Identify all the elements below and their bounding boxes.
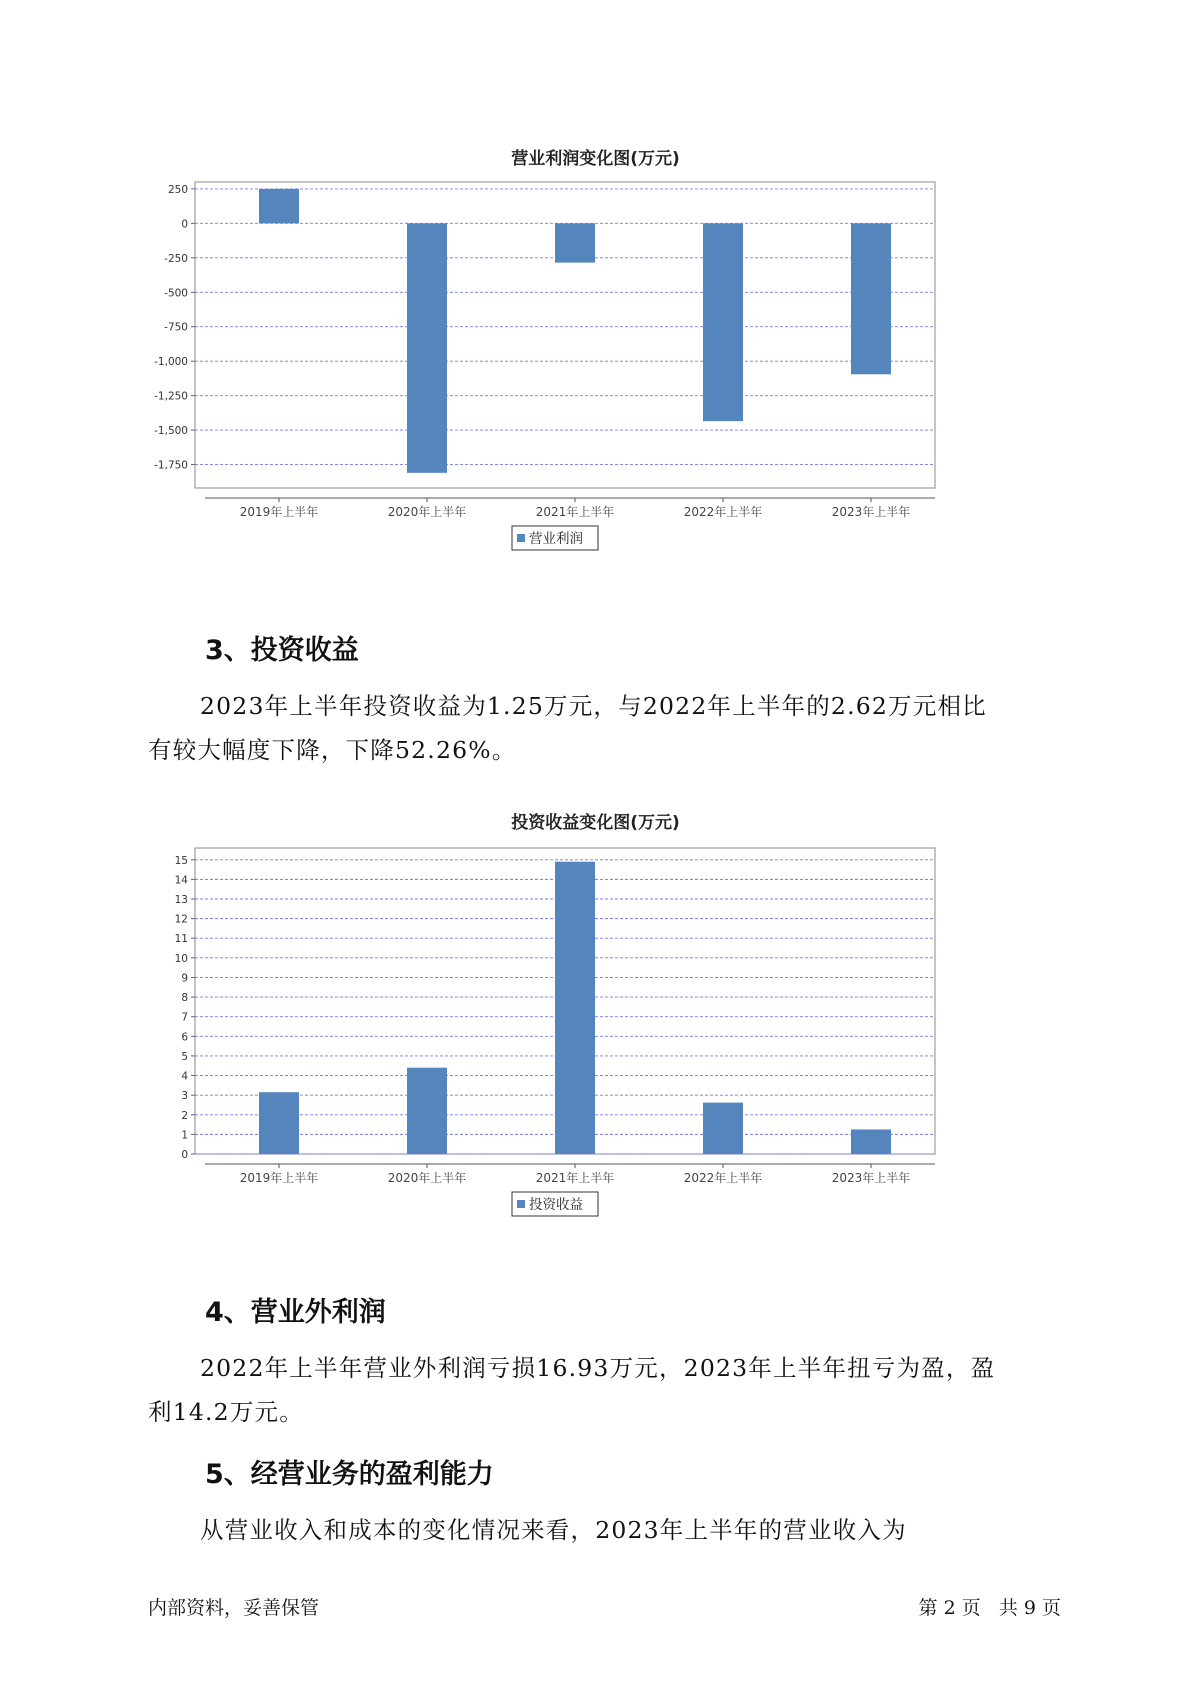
section-4-paragraph bbox=[148, 1346, 1068, 1434]
chart2-y-tick-label: 1 bbox=[181, 1129, 188, 1142]
chart2-y-tick-label: 0 bbox=[181, 1149, 188, 1161]
chart2-y-tick-label: 6 bbox=[181, 1031, 188, 1044]
chart1-bar-3 bbox=[555, 223, 595, 262]
section-4-line-2: 利14.2万元。 bbox=[148, 1398, 304, 1426]
footer-page-number: 第 2 页 共 9 页 bbox=[918, 1597, 1061, 1619]
section-3-line-2: 有较大幅度下降，下降52.26%。 bbox=[148, 736, 517, 764]
chart2-x-tick-label: 2020年上半年 bbox=[387, 1171, 467, 1185]
chart1-y-tick-label: -500 bbox=[164, 287, 188, 300]
chart1-y-tick-label: -1,250 bbox=[154, 390, 188, 403]
chart1-y-tick-label: -1,500 bbox=[154, 425, 188, 438]
chart2-bar-1 bbox=[259, 1092, 299, 1154]
chart1-bar-4 bbox=[703, 223, 743, 421]
chart2-y-tick-label: 14 bbox=[174, 874, 188, 887]
section-3-paragraph bbox=[148, 684, 1068, 772]
chart1-bar-5 bbox=[851, 223, 891, 374]
chart1-legend-swatch bbox=[517, 534, 525, 542]
chart2-x-tick-label: 2022年上半年 bbox=[683, 1171, 763, 1185]
chart2-y-tick-label: 7 bbox=[181, 1011, 188, 1024]
chart2-y-tick-label: 2 bbox=[181, 1109, 188, 1122]
chart1-x-tick-label: 2019年上半年 bbox=[239, 505, 319, 519]
section-4-line-1: 2022年上半年营业外利润亏损16.93万元，2023年上半年扭亏为盈，盈 bbox=[200, 1354, 996, 1382]
chart2-y-tick-label: 11 bbox=[174, 933, 188, 946]
chart1-x-tick-label: 2022年上半年 bbox=[683, 505, 763, 519]
chart1-x-tick-label: 2021年上半年 bbox=[535, 505, 615, 519]
chart1-title: 营业利润变化图(万元) bbox=[511, 149, 680, 169]
chart2-y-tick-label: 5 bbox=[181, 1050, 188, 1063]
section-5-paragraph bbox=[148, 1508, 1068, 1552]
chart2-bar-2 bbox=[407, 1068, 447, 1154]
chart2-bar-3 bbox=[555, 862, 595, 1154]
chart1-y-tick-label: -1,000 bbox=[154, 356, 188, 369]
chart1-x-tick-label: 2020年上半年 bbox=[387, 505, 467, 519]
section-5-heading: 5、经营业务的盈利能力 bbox=[205, 1459, 494, 1490]
chart2-title: 投资收益变化图(万元) bbox=[511, 813, 680, 833]
chart1-x-tick-label: 2023年上半年 bbox=[831, 505, 911, 519]
operating-profit-chart bbox=[150, 170, 1040, 590]
chart1-y-tick-label: 0 bbox=[181, 218, 188, 231]
chart2-y-tick-label: 8 bbox=[181, 992, 188, 1005]
footer-confidential: 内部资料，妥善保管 bbox=[148, 1597, 320, 1619]
chart2-y-tick-label: 4 bbox=[181, 1070, 188, 1083]
section-3-heading: 3、投资收益 bbox=[205, 635, 359, 666]
chart1-y-tick-label: -1,750 bbox=[154, 459, 188, 472]
investment-income-chart bbox=[150, 836, 1040, 1256]
chart2-x-tick-label: 2021年上半年 bbox=[535, 1171, 615, 1185]
chart2-bar-5 bbox=[851, 1129, 891, 1154]
chart2-y-tick-label: 13 bbox=[174, 894, 188, 906]
chart2-x-tick-label: 2019年上半年 bbox=[239, 1171, 319, 1185]
chart2-y-tick-label: 15 bbox=[174, 854, 188, 867]
chart2-y-tick-label: 9 bbox=[181, 972, 188, 985]
chart1-legend-label: 营业利润 bbox=[529, 531, 583, 547]
chart2-bar-4 bbox=[703, 1103, 743, 1154]
chart1-y-tick-label: -250 bbox=[164, 252, 188, 265]
chart2-y-tick-label: 3 bbox=[181, 1090, 188, 1103]
section-5-line-1: 从营业收入和成本的变化情况来看，2023年上半年的营业收入为 bbox=[200, 1516, 907, 1544]
chart2-x-tick-label: 2023年上半年 bbox=[831, 1171, 911, 1185]
chart2-legend-swatch bbox=[517, 1200, 525, 1208]
chart1-bar-1 bbox=[259, 189, 299, 223]
chart1-bar-2 bbox=[407, 223, 447, 472]
chart2-legend-label: 投资收益 bbox=[529, 1197, 583, 1213]
section-3-line-1: 2023年上半年投资收益为1.25万元，与2022年上半年的2.62万元相比 bbox=[200, 692, 987, 720]
chart2-y-tick-label: 12 bbox=[174, 913, 188, 926]
chart2-y-tick-label: 10 bbox=[174, 952, 188, 965]
chart1-y-tick-label: -750 bbox=[164, 321, 188, 334]
section-4-heading: 4、营业外利润 bbox=[205, 1297, 386, 1328]
chart1-y-tick-label: 250 bbox=[167, 183, 188, 196]
